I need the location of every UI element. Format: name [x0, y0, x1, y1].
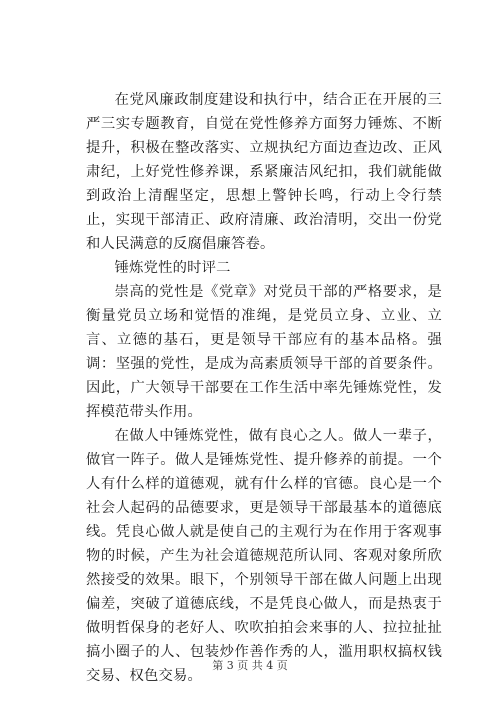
document-body [86, 88, 442, 688]
paragraph-2: 崇高的党性是《党章》对党员干部的严格要求，是衡量党员立场和觉悟的准绳，是党员立身、立业、立言、立德的基石，更是领导干部应有的基本品格。强调：坚强的党性，是成为高素质领导干部的首要条件。因此，广大领导干部要在工作生活中率先锤炼党性，发挥模范带头作用。 [86, 284, 442, 420]
page-footer: 第 3 页 共 4 页 [212, 659, 288, 672]
section-heading: 锤炼党性的时评二 [114, 260, 231, 276]
paragraph-3: 在做人中锤炼党性，做有良心之人。做人一辈子，做官一阵子。做人是锤炼党性、提升修养的前提。一个人有什么样的道德观，就有什么样的官德。良心是一个社会人起码的品德要求，更是领导干部最基本的道德底线。凭良心做人就是使自己的主观行为在作用于客观事物的时候，产生为社会道德规范所认同、客观对象所欣然接受的效果。眼下，个别领导干部在做人问题上出现偏差，突破了道德底线，不是凭良心做人，而是热衷于做明哲保身的老好人、吹吹拍拍会来事的人、拉拉扯扯搞小圈子的人、包装炒作善作秀的人，滥用职权搞权钱交易、权色交易。 [86, 428, 442, 684]
paragraph-1: 在党风廉政制度建设和执行中，结合正在开展的三严三实专题教育，自觉在党性修养方面努力锤炼、不断提升，积极在整改落实、立规执纪方面边查边改、正风肃纪，上好党性修养课，系紧廉洁风纪扣，我们就能做到政治上清醒坚定，思想上警钟长鸣，行动上令行禁止，实现干部清正、政府清廉、政治清明，交出一份党和人民满意的反腐倡廉答卷。 [86, 92, 442, 252]
